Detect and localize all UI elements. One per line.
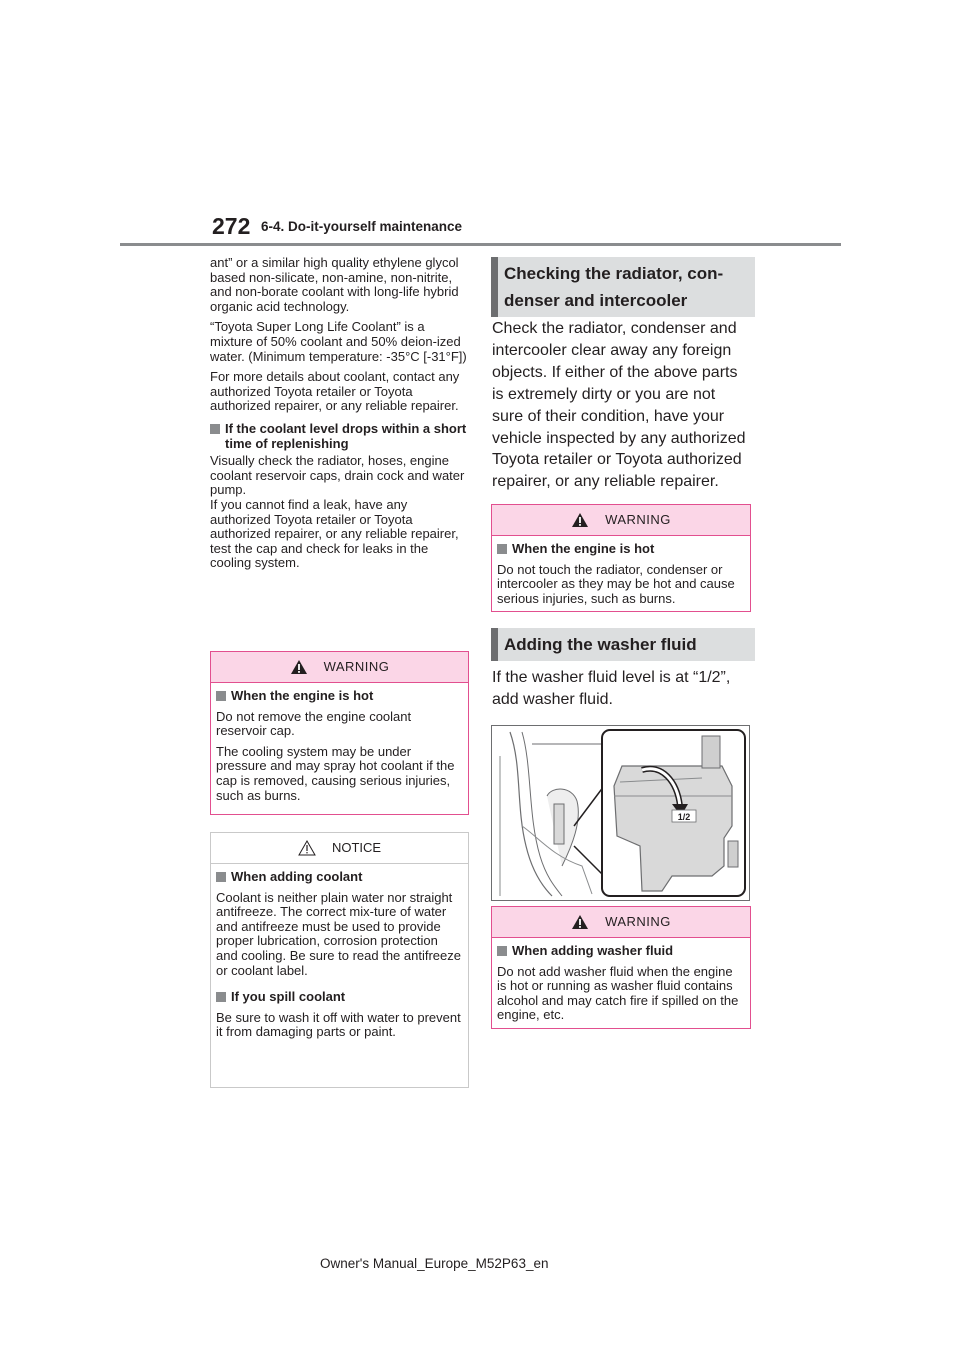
warning-subhead: When adding washer fluid xyxy=(497,944,745,959)
section-title: 6-4. Do-it-yourself maintenance xyxy=(261,219,463,234)
warning-header xyxy=(492,907,750,938)
footer-manual-id: Owner's Manual_Europe_M52P63_en xyxy=(320,1256,549,1271)
warning-triangle-icon xyxy=(571,914,589,930)
page-number: 272 xyxy=(212,213,251,239)
notice-box-coolant xyxy=(210,832,469,1088)
square-bullet-icon xyxy=(497,946,507,956)
warning-subhead: When the engine is hot xyxy=(216,689,463,704)
coolant-paragraph-1: ant” or a similar high quality ethylene glycol based non-silicate, non-amine, non-nitrite, and non-borate coolant with long-life hybrid organic acid technology. xyxy=(210,255,459,314)
warning-header xyxy=(492,505,750,536)
fluid-level-mark: 1/2 xyxy=(677,812,691,822)
warning-subhead: When the engine is hot xyxy=(497,542,745,557)
square-bullet-icon xyxy=(216,691,226,701)
warning-text-2: The cooling system may be under pressure and may spray hot coolant if the cap is removed, causing serious injuries, such as burns. xyxy=(216,743,455,803)
coolant-leak-paragraph: Visually check the radiator, hoses, engine coolant reservoir caps, drain cock and water pump. If you cannot find a leak, have any authorized Toyota retailer or Toyota authorized repairer, or any reliable repairer, test the cap and check for leaks in the cooling system. xyxy=(210,453,465,571)
washer-tank-drawing xyxy=(492,726,749,900)
notice-body xyxy=(211,864,468,1051)
notice-header xyxy=(211,833,468,864)
notice-text-2: Be sure to wash it off with water to prevent it from damaging parts or paint. xyxy=(216,1009,461,1040)
coolant-paragraph-2: “Toyota Super Long Life Coolant” is a mixture of 50% coolant and 50% deion-ized water. (Minimum temperature: -35°C [-31°F]) xyxy=(210,319,467,364)
heading-radiator: Checking the radiator, con-denser and intercooler xyxy=(491,257,755,317)
subhead-coolant-drop xyxy=(210,422,468,451)
caution-triangle-icon xyxy=(298,840,316,856)
notice-label: NOTICE xyxy=(331,839,382,855)
notice-subhead-adding: When adding coolant xyxy=(216,870,463,885)
warning-box-engine-hot xyxy=(210,651,469,815)
header-rule xyxy=(120,243,841,246)
subhead-text: If the coolant level drops within a short time of replenishing xyxy=(225,420,467,451)
heading-washer-fluid: Adding the washer fluid xyxy=(491,628,755,661)
washer-tank-illustration xyxy=(491,725,750,901)
warning-triangle-icon xyxy=(290,659,308,675)
warning-label: WARNING xyxy=(605,511,671,527)
washer-fluid-paragraph: If the washer fluid level is at “1/2”, add washer fluid. xyxy=(492,669,731,708)
radiator-paragraph: Check the radiator, condenser and intercooler clear away any foreign objects. If either of the above parts is extremely dirty or you are not sure of their condition, have your vehicle inspected by any authorized Toyota retailer or Toyota authorized repairer, or any reliable repairer. xyxy=(492,320,746,491)
notice-subhead-spill: If you spill coolant xyxy=(216,990,463,1005)
coolant-paragraph-3: For more details about coolant, contact any authorized Toyota retailer or Toyota authorized repairer, or any reliable repairer. xyxy=(210,369,460,414)
square-bullet-icon xyxy=(497,544,507,554)
left-column xyxy=(210,256,468,577)
warning-label: WARNING xyxy=(323,658,390,674)
warning-body xyxy=(492,536,750,611)
warning-body xyxy=(492,938,750,1028)
square-bullet-icon xyxy=(216,992,226,1002)
warning-box-washer-fluid xyxy=(491,906,751,1029)
warning-body xyxy=(211,683,468,814)
square-bullet-icon xyxy=(216,872,226,882)
warning-triangle-icon xyxy=(571,512,589,528)
warning-label: WARNING xyxy=(605,913,671,929)
warning-text-1: Do not remove the engine coolant reservoir cap. xyxy=(216,708,412,739)
warning-text: Do not add washer fluid when the engine is hot or running as washer fluid contains alcohol and may catch fire if spilled on the engine, etc. xyxy=(497,963,739,1023)
square-bullet-icon xyxy=(210,424,220,434)
notice-text-1: Coolant is neither plain water nor straight antifreeze. The correct mix-ture of water and antifreeze must be used to provide proper lubrication, corrosion protection and cooling. Be sure to read the antifreeze or coolant label. xyxy=(216,889,461,978)
warning-text: Do not touch the radiator, condenser or intercooler as they may be hot and cause serious injuries, such as burns. xyxy=(497,561,735,606)
warning-header xyxy=(211,652,468,683)
warning-box-radiator-hot xyxy=(491,504,751,612)
